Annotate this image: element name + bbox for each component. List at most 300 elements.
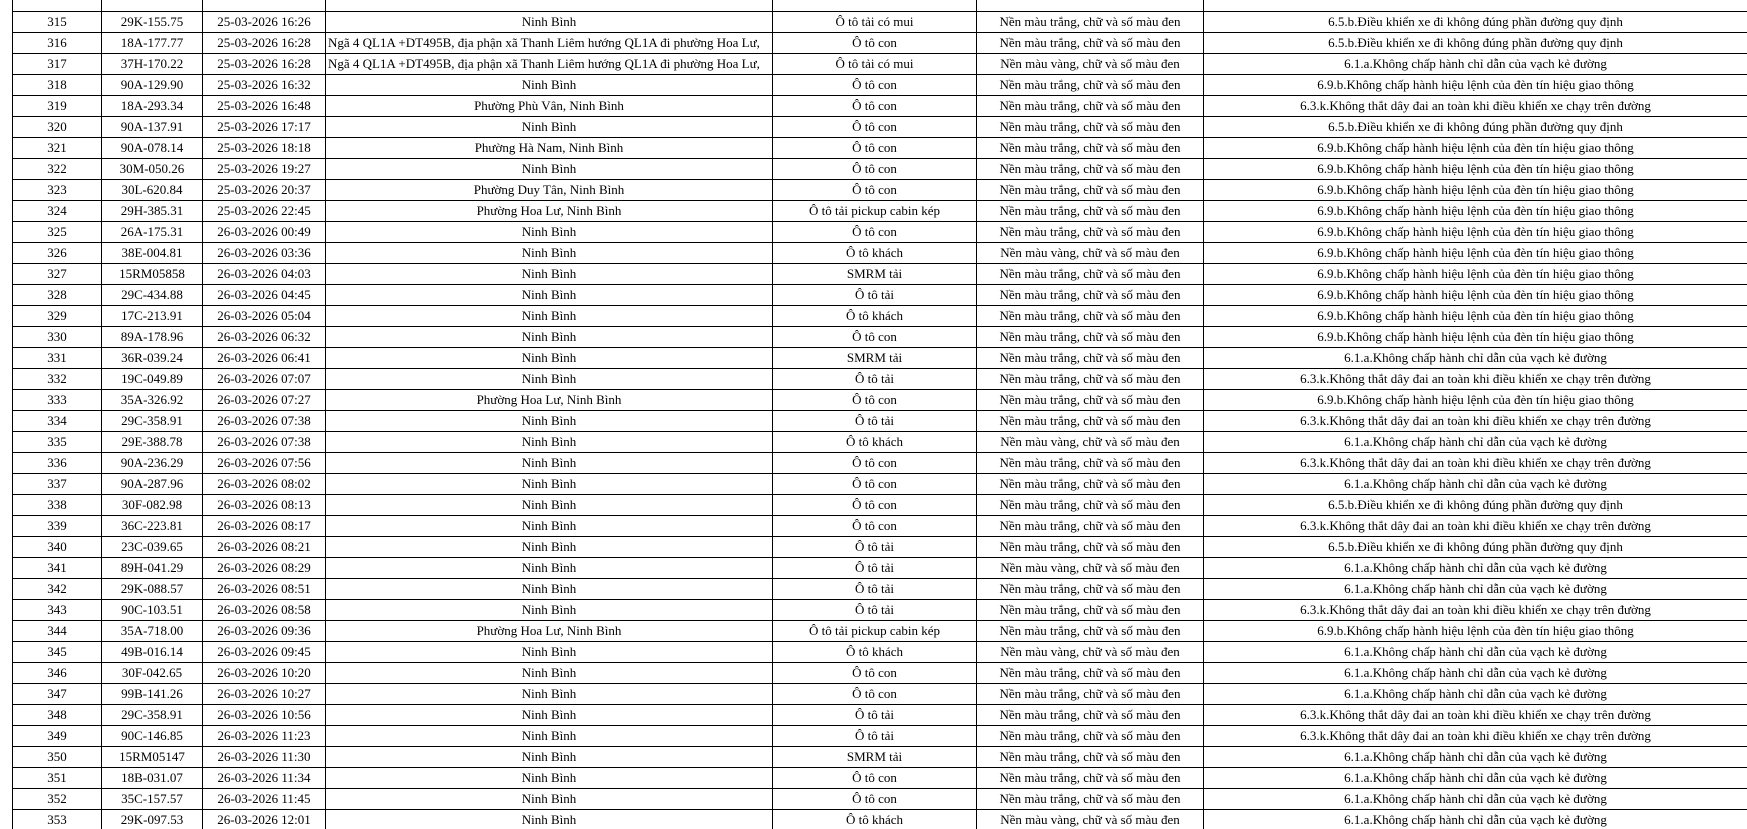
plate-color-cell[interactable]: Nền màu trắng, chữ và số màu đen <box>977 222 1204 243</box>
vehicle-type-cell[interactable]: Ô tô tải <box>773 600 977 621</box>
license-plate-cell[interactable]: 30F-042.65 <box>102 663 203 684</box>
violation-cell[interactable]: 6.5.b.Điều khiển xe đi không đúng phần đường quy định <box>1204 33 1747 54</box>
location-cell[interactable]: Ninh Bình <box>326 747 773 768</box>
violation-cell[interactable]: 6.1.a.Không chấp hành chỉ dẫn của vạch kẻ đường <box>1204 348 1747 369</box>
violation-cell[interactable]: 6.1.a.Không chấp hành chỉ dẫn của vạch kẻ đường <box>1204 747 1747 768</box>
location-cell[interactable]: Ninh Bình <box>326 285 773 306</box>
violation-cell[interactable]: 6.1.a.Không chấp hành chỉ dẫn của vạch kẻ đường <box>1204 768 1747 789</box>
plate-color-cell[interactable]: Nền màu vàng, chữ và số màu đen <box>977 642 1204 663</box>
vehicle-type-cell[interactable]: Ô tô tải <box>773 705 977 726</box>
license-plate-cell[interactable]: 35A-326.92 <box>102 390 203 411</box>
violation-cell[interactable]: 6.9.b.Không chấp hành hiệu lệnh của đèn tín hiệu giao thông <box>1204 75 1747 96</box>
stt-cell[interactable]: 322 <box>13 159 102 180</box>
license-plate-cell[interactable]: 89A-178.96 <box>102 327 203 348</box>
table-row-clipped-top <box>13 0 1747 12</box>
violation-cell[interactable]: 6.1.a.Không chấp hành chỉ dẫn của vạch kẻ đường <box>1204 789 1747 810</box>
license-plate-cell[interactable]: 19C-049.89 <box>102 369 203 390</box>
stt-cell[interactable]: 350 <box>13 747 102 768</box>
location-cell[interactable]: Ninh Bình <box>326 327 773 348</box>
violation-time-cell[interactable]: 26-03-2026 07:56 <box>203 453 326 474</box>
vehicle-type-cell[interactable]: Ô tô con <box>773 789 977 810</box>
violation-cell[interactable]: 6.9.b.Không chấp hành hiệu lệnh của đèn tín hiệu giao thông <box>1204 180 1747 201</box>
vehicle-type-cell[interactable]: Ô tô con <box>773 684 977 705</box>
violation-time-cell[interactable]: 26-03-2026 06:41 <box>203 348 326 369</box>
violation-cell[interactable]: 6.3.k.Không thắt dây đai an toàn khi điều khiển xe chạy trên đường <box>1204 453 1747 474</box>
license-plate-cell[interactable]: 30L-620.84 <box>102 180 203 201</box>
location-cell[interactable]: Ninh Bình <box>326 558 773 579</box>
table-row <box>13 243 1747 264</box>
plate-color-cell[interactable]: Nền màu vàng, chữ và số màu đen <box>977 432 1204 453</box>
vehicle-type-cell[interactable]: Ô tô tải <box>773 726 977 747</box>
stt-cell[interactable]: 329 <box>13 306 102 327</box>
violation-time-cell[interactable]: 25-03-2026 18:18 <box>203 138 326 159</box>
stt-cell[interactable]: 344 <box>13 621 102 642</box>
table-row <box>13 768 1747 789</box>
stt-cell[interactable]: 319 <box>13 96 102 117</box>
plate-color-cell[interactable]: Nền màu trắng, chữ và số màu đen <box>977 684 1204 705</box>
violation-time-cell[interactable]: 26-03-2026 11:34 <box>203 768 326 789</box>
plate-color-cell[interactable]: Nền màu trắng, chữ và số màu đen <box>977 726 1204 747</box>
license-plate-cell[interactable]: 18A-177.77 <box>102 33 203 54</box>
vehicle-type-cell[interactable]: Ô tô con <box>773 327 977 348</box>
license-plate-cell[interactable]: 29C-434.88 <box>102 285 203 306</box>
stt-cell[interactable]: 330 <box>13 327 102 348</box>
license-plate-cell[interactable]: 29H-385.31 <box>102 201 203 222</box>
table-row <box>13 810 1747 829</box>
license-plate-cell[interactable]: 29C-358.91 <box>102 411 203 432</box>
license-plate-cell[interactable]: 36C-223.81 <box>102 516 203 537</box>
plate-color-cell[interactable]: Nền màu trắng, chữ và số màu đen <box>977 768 1204 789</box>
plate-color-cell[interactable]: Nền màu trắng, chữ và số màu đen <box>977 138 1204 159</box>
license-plate-cell[interactable]: 29K-097.53 <box>102 810 203 829</box>
plate-color-cell[interactable]: Nền màu trắng, chữ và số màu đen <box>977 117 1204 138</box>
license-plate-cell[interactable]: 49B-016.14 <box>102 642 203 663</box>
vehicle-type-cell[interactable]: Ô tô con <box>773 96 977 117</box>
license-plate-cell[interactable]: 15RM05858 <box>102 264 203 285</box>
location-cell[interactable]: Ninh Bình <box>326 12 773 33</box>
plate-color-cell[interactable]: Nền màu trắng, chữ và số màu đen <box>977 789 1204 810</box>
table-row <box>13 474 1747 495</box>
violation-cell[interactable]: 6.3.k.Không thắt dây đai an toàn khi điều khiển xe chạy trên đường <box>1204 600 1747 621</box>
violations-table <box>12 0 1747 829</box>
vehicle-type-cell[interactable]: Ô tô con <box>773 474 977 495</box>
violation-time-cell[interactable]: 26-03-2026 07:07 <box>203 369 326 390</box>
violation-cell[interactable]: 6.1.a.Không chấp hành chỉ dẫn của vạch kẻ đường <box>1204 684 1747 705</box>
plate-color-cell[interactable]: Nền màu trắng, chữ và số màu đen <box>977 96 1204 117</box>
violation-time-cell[interactable]: 25-03-2026 16:32 <box>203 75 326 96</box>
vehicle-type-cell[interactable]: Ô tô tải <box>773 411 977 432</box>
violation-cell[interactable]: 6.1.a.Không chấp hành chỉ dẫn của vạch kẻ đường <box>1204 558 1747 579</box>
violation-cell[interactable]: 6.9.b.Không chấp hành hiệu lệnh của đèn tín hiệu giao thông <box>1204 306 1747 327</box>
plate-color-cell[interactable]: Nền màu trắng, chữ và số màu đen <box>977 495 1204 516</box>
violation-cell[interactable]: 6.9.b.Không chấp hành hiệu lệnh của đèn tín hiệu giao thông <box>1204 201 1747 222</box>
violation-time-cell[interactable]: 26-03-2026 05:04 <box>203 306 326 327</box>
stt-cell[interactable]: 318 <box>13 75 102 96</box>
table-row <box>13 726 1747 747</box>
violation-cell[interactable]: 6.3.k.Không thắt dây đai an toàn khi điều khiển xe chạy trên đường <box>1204 411 1747 432</box>
location-cell[interactable]: Ninh Bình <box>326 117 773 138</box>
plate-color-cell[interactable]: Nền màu trắng, chữ và số màu đen <box>977 663 1204 684</box>
violation-time-cell[interactable]: 26-03-2026 09:36 <box>203 621 326 642</box>
location-cell[interactable]: Ninh Bình <box>326 705 773 726</box>
location-cell[interactable]: Ninh Bình <box>326 789 773 810</box>
location-cell[interactable]: Ninh Bình <box>326 243 773 264</box>
violation-time-cell[interactable]: 26-03-2026 08:17 <box>203 516 326 537</box>
license-plate-cell[interactable]: 30M-050.26 <box>102 159 203 180</box>
location-cell[interactable]: Ninh Bình <box>326 159 773 180</box>
stt-cell[interactable]: 327 <box>13 264 102 285</box>
stt-cell[interactable]: 335 <box>13 432 102 453</box>
table-cell[interactable] <box>326 0 773 12</box>
license-plate-cell[interactable]: 90A-137.91 <box>102 117 203 138</box>
location-cell[interactable]: Ngã 4 QL1A +DT495B, địa phận xã Thanh Liêm hướng QL1A đi phường Hoa Lư, <box>326 54 773 75</box>
vehicle-type-cell[interactable]: Ô tô con <box>773 516 977 537</box>
location-cell[interactable]: Ninh Bình <box>326 768 773 789</box>
license-plate-cell[interactable]: 38E-004.81 <box>102 243 203 264</box>
plate-color-cell[interactable]: Nền màu trắng, chữ và số màu đen <box>977 33 1204 54</box>
stt-cell[interactable]: 346 <box>13 663 102 684</box>
stt-cell[interactable]: 321 <box>13 138 102 159</box>
violation-time-cell[interactable]: 26-03-2026 11:30 <box>203 747 326 768</box>
license-plate-cell[interactable]: 36R-039.24 <box>102 348 203 369</box>
violation-cell[interactable]: 6.1.a.Không chấp hành chỉ dẫn của vạch kẻ đường <box>1204 810 1747 829</box>
license-plate-cell[interactable]: 29K-088.57 <box>102 579 203 600</box>
table-row <box>13 789 1747 810</box>
license-plate-cell[interactable]: 18B-031.07 <box>102 768 203 789</box>
plate-color-cell[interactable]: Nền màu trắng, chữ và số màu đen <box>977 159 1204 180</box>
plate-color-cell[interactable]: Nền màu vàng, chữ và số màu đen <box>977 54 1204 75</box>
plate-color-cell[interactable]: Nền màu trắng, chữ và số màu đen <box>977 285 1204 306</box>
location-cell[interactable]: Ninh Bình <box>326 810 773 829</box>
location-cell[interactable]: Ninh Bình <box>326 432 773 453</box>
violation-time-cell[interactable]: 26-03-2026 10:27 <box>203 684 326 705</box>
plate-color-cell[interactable]: Nền màu trắng, chữ và số màu đen <box>977 264 1204 285</box>
location-cell[interactable]: Ninh Bình <box>326 453 773 474</box>
vehicle-type-cell[interactable]: Ô tô khách <box>773 243 977 264</box>
location-cell[interactable]: Ninh Bình <box>326 579 773 600</box>
stt-cell[interactable]: 316 <box>13 33 102 54</box>
license-plate-cell[interactable]: 30F-082.98 <box>102 495 203 516</box>
vehicle-type-cell[interactable]: Ô tô con <box>773 663 977 684</box>
plate-color-cell[interactable]: Nền màu trắng, chữ và số màu đen <box>977 537 1204 558</box>
license-plate-cell[interactable]: 23C-039.65 <box>102 537 203 558</box>
violation-cell[interactable]: 6.5.b.Điều khiển xe đi không đúng phần đường quy định <box>1204 537 1747 558</box>
vehicle-type-cell[interactable]: Ô tô khách <box>773 306 977 327</box>
license-plate-cell[interactable]: 35A-718.00 <box>102 621 203 642</box>
table-cell[interactable] <box>203 0 326 12</box>
stt-cell[interactable]: 317 <box>13 54 102 75</box>
table-row <box>13 642 1747 663</box>
plate-color-cell[interactable]: Nền màu trắng, chữ và số màu đen <box>977 369 1204 390</box>
violation-cell[interactable]: 6.3.k.Không thắt dây đai an toàn khi điều khiển xe chạy trên đường <box>1204 705 1747 726</box>
plate-color-cell[interactable]: Nền màu vàng, chữ và số màu đen <box>977 558 1204 579</box>
vehicle-type-cell[interactable]: Ô tô khách <box>773 432 977 453</box>
plate-color-cell[interactable]: Nền màu trắng, chữ và số màu đen <box>977 306 1204 327</box>
violation-time-cell[interactable]: 26-03-2026 10:20 <box>203 663 326 684</box>
vehicle-type-cell[interactable]: Ô tô tải <box>773 285 977 306</box>
stt-cell[interactable]: 340 <box>13 537 102 558</box>
violation-time-cell[interactable]: 26-03-2026 04:03 <box>203 264 326 285</box>
vehicle-type-cell[interactable]: Ô tô con <box>773 138 977 159</box>
location-cell[interactable]: Ninh Bình <box>326 642 773 663</box>
license-plate-cell[interactable]: 90A-236.29 <box>102 453 203 474</box>
table-cell[interactable] <box>13 0 102 12</box>
location-cell[interactable]: Ninh Bình <box>326 537 773 558</box>
plate-color-cell[interactable]: Nền màu trắng, chữ và số màu đen <box>977 180 1204 201</box>
violation-cell[interactable]: 6.5.b.Điều khiển xe đi không đúng phần đường quy định <box>1204 117 1747 138</box>
plate-color-cell[interactable]: Nền màu trắng, chữ và số màu đen <box>977 75 1204 96</box>
location-cell[interactable]: Ninh Bình <box>326 684 773 705</box>
vehicle-type-cell[interactable]: Ô tô tải <box>773 369 977 390</box>
plate-color-cell[interactable]: Nền màu trắng, chữ và số màu đen <box>977 705 1204 726</box>
stt-cell[interactable]: 351 <box>13 768 102 789</box>
stt-cell[interactable]: 341 <box>13 558 102 579</box>
plate-color-cell[interactable]: Nền màu trắng, chữ và số màu đen <box>977 201 1204 222</box>
plate-color-cell[interactable]: Nền màu vàng, chữ và số màu đen <box>977 243 1204 264</box>
vehicle-type-cell[interactable]: Ô tô con <box>773 75 977 96</box>
violation-cell[interactable]: 6.1.a.Không chấp hành chỉ dẫn của vạch kẻ đường <box>1204 642 1747 663</box>
vehicle-type-cell[interactable]: Ô tô tải pickup cabin kép <box>773 621 977 642</box>
location-cell[interactable]: Ninh Bình <box>326 306 773 327</box>
violation-time-cell[interactable]: 26-03-2026 00:49 <box>203 222 326 243</box>
vehicle-type-cell[interactable]: Ô tô khách <box>773 642 977 663</box>
location-cell[interactable]: Ninh Bình <box>326 411 773 432</box>
violation-cell[interactable]: 6.1.a.Không chấp hành chỉ dẫn của vạch kẻ đường <box>1204 432 1747 453</box>
vehicle-type-cell[interactable]: Ô tô con <box>773 159 977 180</box>
plate-color-cell[interactable]: Nền màu trắng, chữ và số màu đen <box>977 516 1204 537</box>
license-plate-cell[interactable]: 26A-175.31 <box>102 222 203 243</box>
violation-time-cell[interactable]: 26-03-2026 06:32 <box>203 327 326 348</box>
stt-cell[interactable]: 323 <box>13 180 102 201</box>
violation-time-cell[interactable]: 26-03-2026 09:45 <box>203 642 326 663</box>
violation-cell[interactable]: 6.1.a.Không chấp hành chỉ dẫn của vạch kẻ đường <box>1204 54 1747 75</box>
vehicle-type-cell[interactable]: Ô tô con <box>773 768 977 789</box>
violation-cell[interactable]: 6.9.b.Không chấp hành hiệu lệnh của đèn tín hiệu giao thông <box>1204 138 1747 159</box>
license-plate-cell[interactable]: 35C-157.57 <box>102 789 203 810</box>
violation-time-cell[interactable]: 26-03-2026 11:45 <box>203 789 326 810</box>
table-row <box>13 54 1747 75</box>
license-plate-cell[interactable]: 29K-155.75 <box>102 12 203 33</box>
violation-time-cell[interactable]: 26-03-2026 07:27 <box>203 390 326 411</box>
table-row <box>13 96 1747 117</box>
violation-cell[interactable]: 6.9.b.Không chấp hành hiệu lệnh của đèn tín hiệu giao thông <box>1204 264 1747 285</box>
location-cell[interactable]: Phường Phù Vân, Ninh Bình <box>326 96 773 117</box>
violation-time-cell[interactable]: 26-03-2026 08:58 <box>203 600 326 621</box>
table-cell[interactable] <box>773 0 977 12</box>
violation-time-cell[interactable]: 26-03-2026 11:23 <box>203 726 326 747</box>
plate-color-cell[interactable]: Nền màu trắng, chữ và số màu đen <box>977 747 1204 768</box>
violation-cell[interactable]: 6.9.b.Không chấp hành hiệu lệnh của đèn tín hiệu giao thông <box>1204 243 1747 264</box>
violation-time-cell[interactable]: 26-03-2026 08:51 <box>203 579 326 600</box>
vehicle-type-cell[interactable]: SMRM tải <box>773 747 977 768</box>
location-cell[interactable]: Ngã 4 QL1A +DT495B, địa phận xã Thanh Liêm hướng QL1A đi phường Hoa Lư, <box>326 33 773 54</box>
license-plate-cell[interactable]: 90A-078.14 <box>102 138 203 159</box>
stt-cell[interactable]: 348 <box>13 705 102 726</box>
violation-time-cell[interactable]: 26-03-2026 12:01 <box>203 810 326 829</box>
plate-color-cell[interactable]: Nền màu trắng, chữ và số màu đen <box>977 411 1204 432</box>
violation-cell[interactable]: 6.3.k.Không thắt dây đai an toàn khi điều khiển xe chạy trên đường <box>1204 516 1747 537</box>
stt-cell[interactable]: 325 <box>13 222 102 243</box>
vehicle-type-cell[interactable]: Ô tô tải có mui <box>773 54 977 75</box>
plate-color-cell[interactable]: Nền màu trắng, chữ và số màu đen <box>977 390 1204 411</box>
violation-time-cell[interactable]: 26-03-2026 08:29 <box>203 558 326 579</box>
violation-time-cell[interactable]: 25-03-2026 16:48 <box>203 96 326 117</box>
vehicle-type-cell[interactable]: Ô tô con <box>773 222 977 243</box>
stt-cell[interactable]: 352 <box>13 789 102 810</box>
stt-cell[interactable]: 342 <box>13 579 102 600</box>
stt-cell[interactable]: 339 <box>13 516 102 537</box>
stt-cell[interactable]: 320 <box>13 117 102 138</box>
violation-cell[interactable]: 6.5.b.Điều khiển xe đi không đúng phần đường quy định <box>1204 495 1747 516</box>
license-plate-cell[interactable]: 17C-213.91 <box>102 306 203 327</box>
plate-color-cell[interactable]: Nền màu vàng, chữ và số màu đen <box>977 810 1204 829</box>
vehicle-type-cell[interactable]: Ô tô con <box>773 117 977 138</box>
stt-cell[interactable]: 353 <box>13 810 102 829</box>
license-plate-cell[interactable]: 29E-388.78 <box>102 432 203 453</box>
table-row <box>13 138 1747 159</box>
violation-cell[interactable]: 6.9.b.Không chấp hành hiệu lệnh của đèn tín hiệu giao thông <box>1204 285 1747 306</box>
violation-time-cell[interactable]: 26-03-2026 08:21 <box>203 537 326 558</box>
location-cell[interactable]: Ninh Bình <box>326 369 773 390</box>
plate-color-cell[interactable]: Nền màu trắng, chữ và số màu đen <box>977 453 1204 474</box>
location-cell[interactable]: Ninh Bình <box>326 75 773 96</box>
license-plate-cell[interactable]: 29C-358.91 <box>102 705 203 726</box>
location-cell[interactable]: Ninh Bình <box>326 348 773 369</box>
violation-cell[interactable]: 6.9.b.Không chấp hành hiệu lệnh của đèn tín hiệu giao thông <box>1204 327 1747 348</box>
plate-color-cell[interactable]: Nền màu trắng, chữ và số màu đen <box>977 600 1204 621</box>
license-plate-cell[interactable]: 89H-041.29 <box>102 558 203 579</box>
violation-time-cell[interactable]: 25-03-2026 17:17 <box>203 117 326 138</box>
location-cell[interactable]: Ninh Bình <box>326 222 773 243</box>
plate-color-cell[interactable]: Nền màu trắng, chữ và số màu đen <box>977 474 1204 495</box>
vehicle-type-cell[interactable]: SMRM tải <box>773 264 977 285</box>
violation-time-cell[interactable]: 26-03-2026 10:56 <box>203 705 326 726</box>
location-cell[interactable]: Ninh Bình <box>326 495 773 516</box>
violation-cell[interactable]: 6.9.b.Không chấp hành hiệu lệnh của đèn tín hiệu giao thông <box>1204 222 1747 243</box>
violation-time-cell[interactable]: 26-03-2026 03:36 <box>203 243 326 264</box>
stt-cell[interactable]: 338 <box>13 495 102 516</box>
vehicle-type-cell[interactable]: Ô tô tải <box>773 537 977 558</box>
violation-time-cell[interactable]: 25-03-2026 16:28 <box>203 54 326 75</box>
vehicle-type-cell[interactable]: Ô tô con <box>773 453 977 474</box>
violation-cell[interactable]: 6.3.k.Không thắt dây đai an toàn khi điều khiển xe chạy trên đường <box>1204 369 1747 390</box>
stt-cell[interactable]: 334 <box>13 411 102 432</box>
vehicle-type-cell[interactable]: Ô tô con <box>773 390 977 411</box>
violation-time-cell[interactable]: 25-03-2026 20:37 <box>203 180 326 201</box>
license-plate-cell[interactable]: 15RM05147 <box>102 747 203 768</box>
stt-cell[interactable]: 315 <box>13 12 102 33</box>
vehicle-type-cell[interactable]: Ô tô tải có mui <box>773 12 977 33</box>
violation-time-cell[interactable]: 26-03-2026 07:38 <box>203 411 326 432</box>
location-cell[interactable]: Ninh Bình <box>326 474 773 495</box>
plate-color-cell[interactable]: Nền màu trắng, chữ và số màu đen <box>977 348 1204 369</box>
table-row <box>13 348 1747 369</box>
table-cell[interactable] <box>977 0 1204 12</box>
violation-cell[interactable]: 6.5.b.Điều khiển xe đi không đúng phần đường quy định <box>1204 12 1747 33</box>
stt-cell[interactable]: 324 <box>13 201 102 222</box>
vehicle-type-cell[interactable]: Ô tô tải pickup cabin kép <box>773 201 977 222</box>
stt-cell[interactable]: 326 <box>13 243 102 264</box>
table-row <box>13 12 1747 33</box>
vehicle-type-cell[interactable]: Ô tô tải <box>773 579 977 600</box>
violation-time-cell[interactable]: 26-03-2026 08:02 <box>203 474 326 495</box>
table-row <box>13 327 1747 348</box>
violation-cell[interactable]: 6.9.b.Không chấp hành hiệu lệnh của đèn tín hiệu giao thông <box>1204 621 1747 642</box>
stt-cell[interactable]: 345 <box>13 642 102 663</box>
license-plate-cell[interactable]: 37H-170.22 <box>102 54 203 75</box>
violation-cell[interactable]: 6.3.k.Không thắt dây đai an toàn khi điều khiển xe chạy trên đường <box>1204 726 1747 747</box>
vehicle-type-cell[interactable]: Ô tô con <box>773 33 977 54</box>
location-cell[interactable]: Ninh Bình <box>326 516 773 537</box>
stt-cell[interactable]: 333 <box>13 390 102 411</box>
stt-cell[interactable]: 336 <box>13 453 102 474</box>
stt-cell[interactable]: 347 <box>13 684 102 705</box>
table-row <box>13 201 1747 222</box>
vehicle-type-cell[interactable]: Ô tô khách <box>773 810 977 829</box>
license-plate-cell[interactable]: 90C-103.51 <box>102 600 203 621</box>
violation-cell[interactable]: 6.1.a.Không chấp hành chỉ dẫn của vạch kẻ đường <box>1204 663 1747 684</box>
violation-cell[interactable]: 6.1.a.Không chấp hành chỉ dẫn của vạch kẻ đường <box>1204 579 1747 600</box>
vehicle-type-cell[interactable]: SMRM tải <box>773 348 977 369</box>
violation-cell[interactable]: 6.9.b.Không chấp hành hiệu lệnh của đèn tín hiệu giao thông <box>1204 390 1747 411</box>
violation-time-cell[interactable]: 25-03-2026 19:27 <box>203 159 326 180</box>
stt-cell[interactable]: 343 <box>13 600 102 621</box>
location-cell[interactable]: Ninh Bình <box>326 264 773 285</box>
location-cell[interactable]: Phường Hà Nam, Ninh Bình <box>326 138 773 159</box>
violation-time-cell[interactable]: 26-03-2026 04:45 <box>203 285 326 306</box>
location-cell[interactable]: Phường Hoa Lư, Ninh Bình <box>326 621 773 642</box>
license-plate-cell[interactable]: 90A-129.90 <box>102 75 203 96</box>
location-cell[interactable]: Phường Hoa Lư, Ninh Bình <box>326 201 773 222</box>
location-cell[interactable]: Ninh Bình <box>326 726 773 747</box>
violation-cell[interactable]: 6.9.b.Không chấp hành hiệu lệnh của đèn tín hiệu giao thông <box>1204 159 1747 180</box>
stt-cell[interactable]: 331 <box>13 348 102 369</box>
vehicle-type-cell[interactable]: Ô tô tải <box>773 558 977 579</box>
stt-cell[interactable]: 349 <box>13 726 102 747</box>
plate-color-cell[interactable]: Nền màu trắng, chữ và số màu đen <box>977 579 1204 600</box>
violation-time-cell[interactable]: 25-03-2026 16:28 <box>203 33 326 54</box>
location-cell[interactable]: Ninh Bình <box>326 600 773 621</box>
table-cell[interactable] <box>102 0 203 12</box>
table-row <box>13 558 1747 579</box>
vehicle-type-cell[interactable]: Ô tô con <box>773 180 977 201</box>
license-plate-cell[interactable]: 90A-287.96 <box>102 474 203 495</box>
location-cell[interactable]: Ninh Bình <box>326 663 773 684</box>
violation-time-cell[interactable]: 25-03-2026 16:26 <box>203 12 326 33</box>
violation-time-cell[interactable]: 26-03-2026 08:13 <box>203 495 326 516</box>
stt-cell[interactable]: 332 <box>13 369 102 390</box>
location-cell[interactable]: Phường Duy Tân, Ninh Bình <box>326 180 773 201</box>
violation-time-cell[interactable]: 26-03-2026 07:38 <box>203 432 326 453</box>
table-row <box>13 390 1747 411</box>
location-cell[interactable]: Phường Hoa Lư, Ninh Bình <box>326 390 773 411</box>
stt-cell[interactable]: 337 <box>13 474 102 495</box>
stt-cell[interactable]: 328 <box>13 285 102 306</box>
license-plate-cell[interactable]: 99B-141.26 <box>102 684 203 705</box>
violation-cell[interactable]: 6.3.k.Không thắt dây đai an toàn khi điều khiển xe chạy trên đường <box>1204 96 1747 117</box>
license-plate-cell[interactable]: 18A-293.34 <box>102 96 203 117</box>
table-row <box>13 432 1747 453</box>
table-row <box>13 621 1747 642</box>
violation-cell[interactable]: 6.1.a.Không chấp hành chỉ dẫn của vạch kẻ đường <box>1204 474 1747 495</box>
vehicle-type-cell[interactable]: Ô tô con <box>773 495 977 516</box>
plate-color-cell[interactable]: Nền màu trắng, chữ và số màu đen <box>977 12 1204 33</box>
license-plate-cell[interactable]: 90C-146.85 <box>102 726 203 747</box>
plate-color-cell[interactable]: Nền màu trắng, chữ và số màu đen <box>977 327 1204 348</box>
plate-color-cell[interactable]: Nền màu trắng, chữ và số màu đen <box>977 621 1204 642</box>
table-cell[interactable] <box>1204 0 1747 12</box>
violation-time-cell[interactable]: 25-03-2026 22:45 <box>203 201 326 222</box>
